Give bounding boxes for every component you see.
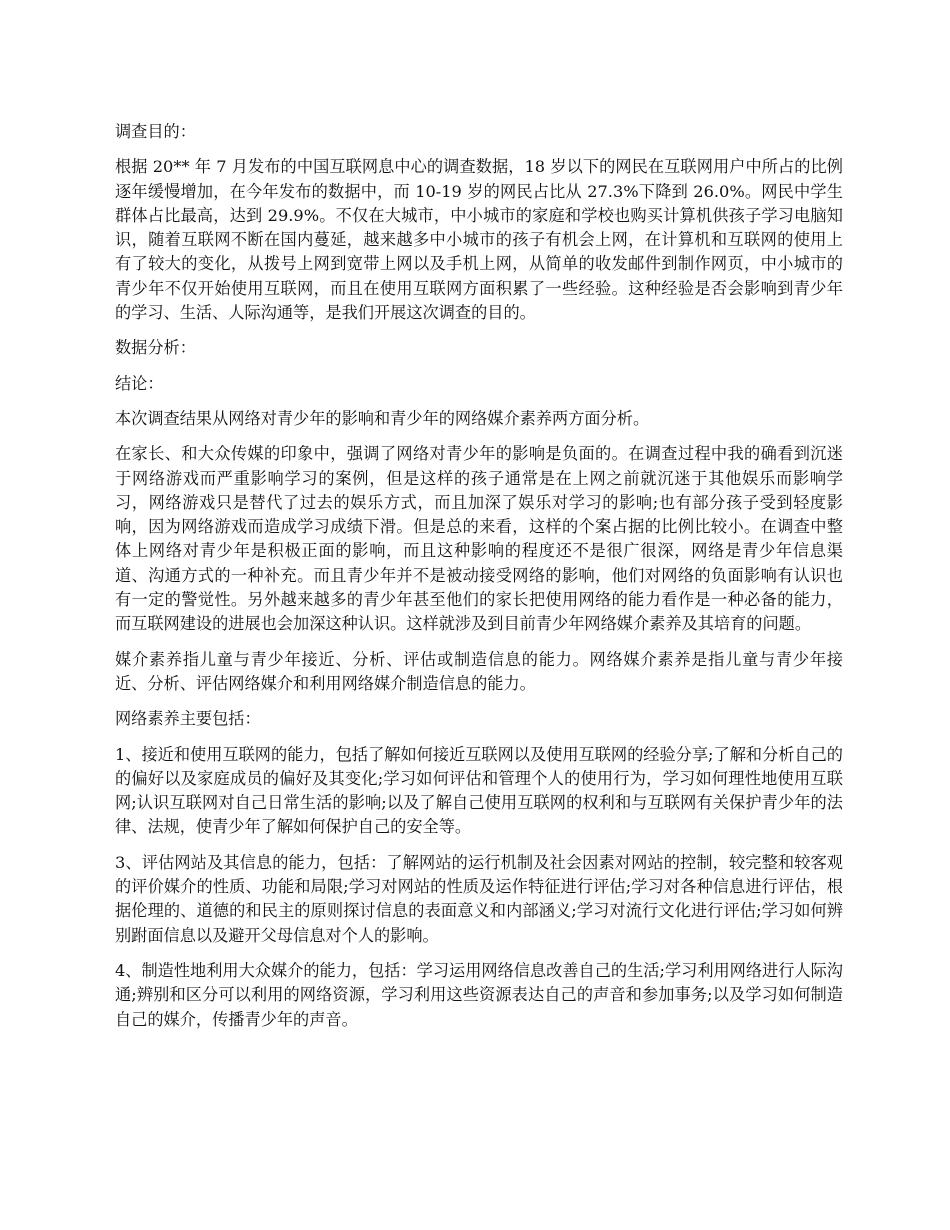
paragraph-media-literacy-definition: 媒介素养指儿童与青少年接近、分析、评估或制造信息的能力。网络媒介素养是指儿童与青少年接近、分析、评估网络媒介和利用网络媒介制造信息的能力。 <box>115 649 843 693</box>
list-item-access-and-use: 1、接近和使用互联网的能力，包括了解如何接近互联网以及使用互联网的经验分享;了解和分析自己的的偏好以及家庭成员的偏好及其变化;学习如何评估和管理个人的使用行为，学习如何理性地使用互联网;认识互联网对自己日常生活的影响;以及了解自己使用互联网的权利和与互联网有关保护青少年的法律、法规，使青少年了解如何保护自己的安全等。 <box>115 744 843 837</box>
heading-survey-purpose: 调查目的： <box>115 122 196 141</box>
paragraph-network-impact: 在家长、和大众传媒的印象中，强调了网络对青少年的影响是负面的。在调查过程中我的确看到沉迷于网络游戏而严重影响学习的案例，但是这样的孩子通常是在上网之前就沉迷于其他娱乐而影响学习，网络游戏只是替代了过去的娱乐方式，而且加深了娱乐对学习的影响;也有部分孩子受到轻度影响，因为网络游戏而造成学习成绩下滑。但是总的来看，这样的个案占据的比例比较小。在调查中整体上网络对青少年是积极正面的影响，而且这种影响的程度还不是很广很深，网络是青少年信息渠道、沟通方式的一种补充。而且青少年并不是被动接受网络的影响，他们对网络的负面影响有认识也有一定的警觉性。另外越来越多的青少年甚至他们的家长把使用网络的能力看作是一种必备的能力，而互联网建设的进展也会加深这种认识。这样就涉及到目前青少年网络媒介素养及其培育的问题。 <box>115 444 843 634</box>
document-body <box>115 120 843 1043</box>
heading-conclusion: 结论： <box>115 373 164 393</box>
paragraph-conclusion-intro: 本次调查结果从网络对青少年的影响和青少年的网络媒介素养两方面分析。 <box>115 408 650 428</box>
heading-literacy-components: 网络素养主要包括： <box>115 709 261 729</box>
paragraph-survey-purpose: 根据 20** 年 7 月发布的中国互联网息中心的调查数据，18 岁以下的网民在互联网用户中所占的比例逐年缓慢增加，在今年发布的数据中，而 10-19 岁的网民占比从 27.3%下降到 26.0%。网民中学生群体占比最高，达到 29.9%。不仅在大城市，中小城市的家庭和学校也购买计算机供孩子学习电脑知识，随着互联网不断在国内蔓延，越来越多中小城市的孩子有机会上网，在计算机和互联网的使用上有了较大的变化，从拨号上网到宽带上网以及手机上网，从简单的收发邮件到制作网页，中小城市的青少年不仅开始使用互联网，而且在使用互联网方面积累了一些经验。这种经验是否会影响到青少年的学习、生活、人际沟通等，是我们开展这次调查的目的。 <box>115 157 843 323</box>
list-item-productive-use: 4、制造性地利用大众媒介的能力，包括：学习运用网络信息改善自己的生活;学习利用网络进行人际沟通;辨别和区分可以利用的网络资源，学习利用这些资源表达自己的声音和参加事务;以及学习如何制造自己的媒介，传播青少年的声音。 <box>115 960 843 1029</box>
heading-data-analysis: 数据分析： <box>115 338 196 358</box>
list-item-evaluate-websites: 3、评估网站及其信息的能力，包括：了解网站的运行机制及社会因素对网站的控制，较完整和较客观的评价媒介的性质、功能和局限;学习对网站的性质及运作特征进行评估;学习对各种信息进行评估，根据伦理的、道德的和民主的原则探讨信息的表面意义和内部涵义;学习对流行文化进行评估;学习如何辨别跗面信息以及避开父母信息对个人的影响。 <box>115 852 843 945</box>
